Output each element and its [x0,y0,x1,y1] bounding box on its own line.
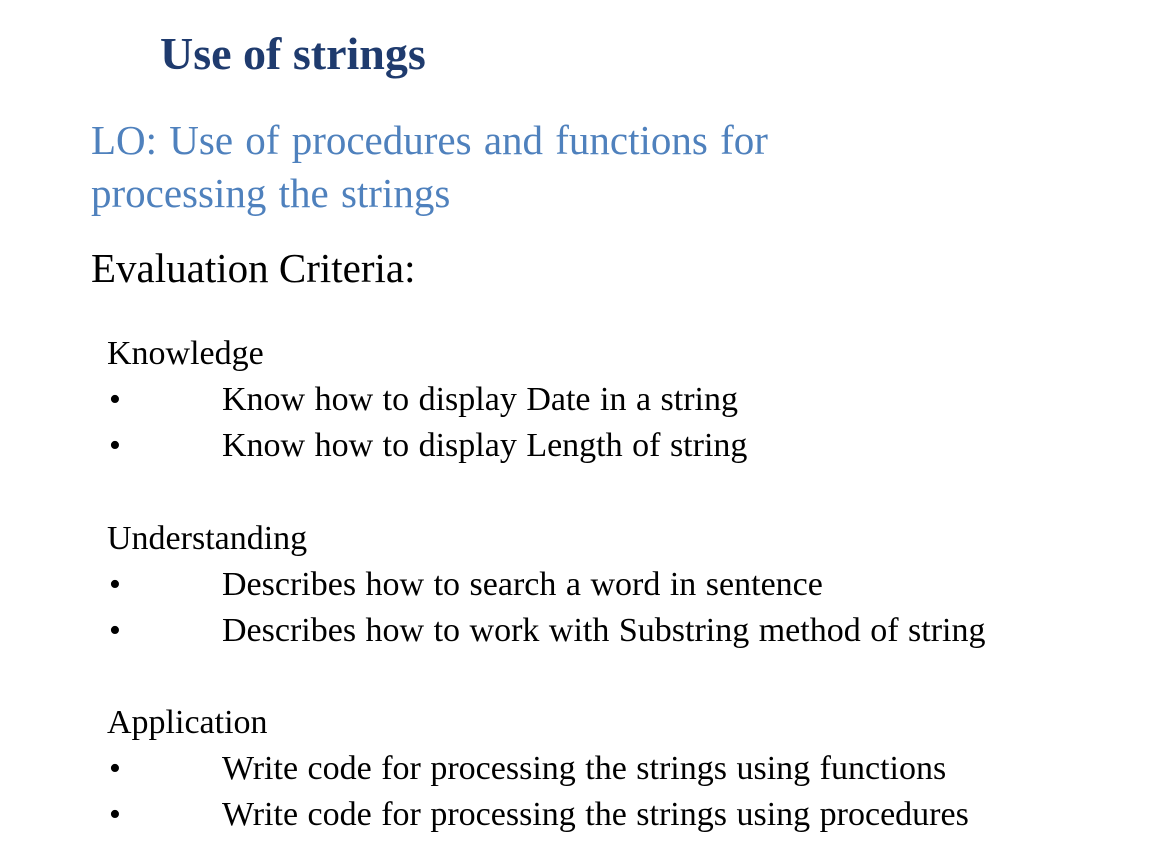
learning-objective-line: processing the strings [91,170,451,216]
learning-objective-line: LO: Use of procedures and functions for [91,117,768,163]
list-item-text: Describes how to work with Substring method of string [222,612,986,649]
bullet-icon: • [109,796,121,833]
learning-objective [91,114,871,220]
list-item-text: Write code for processing the strings using functions [222,750,947,787]
list-item [107,792,969,838]
list-item [107,423,748,469]
bullet-icon: • [109,427,121,464]
understanding-section [107,516,986,654]
application-section [107,700,969,838]
list-item-text: Describes how to search a word in sentence [222,566,823,603]
list-item [107,746,947,792]
bullet-icon: • [109,750,121,787]
list-item [107,377,738,423]
list-item [107,562,823,608]
section-heading: Application [107,704,268,741]
list-item-text: Know how to display Length of string [222,427,748,464]
evaluation-criteria-heading: Evaluation Criteria: [91,245,416,291]
knowledge-section [107,331,748,469]
section-heading: Knowledge [107,335,264,372]
list-item-text: Know how to display Date in a string [222,381,738,418]
bullet-icon: • [109,612,121,649]
bullet-icon: • [109,566,121,603]
slide-title: Use of strings [160,28,426,79]
list-item [107,608,986,654]
list-item-text: Write code for processing the strings using procedures [222,796,969,833]
bullet-icon: • [109,381,121,418]
section-heading: Understanding [107,520,308,557]
